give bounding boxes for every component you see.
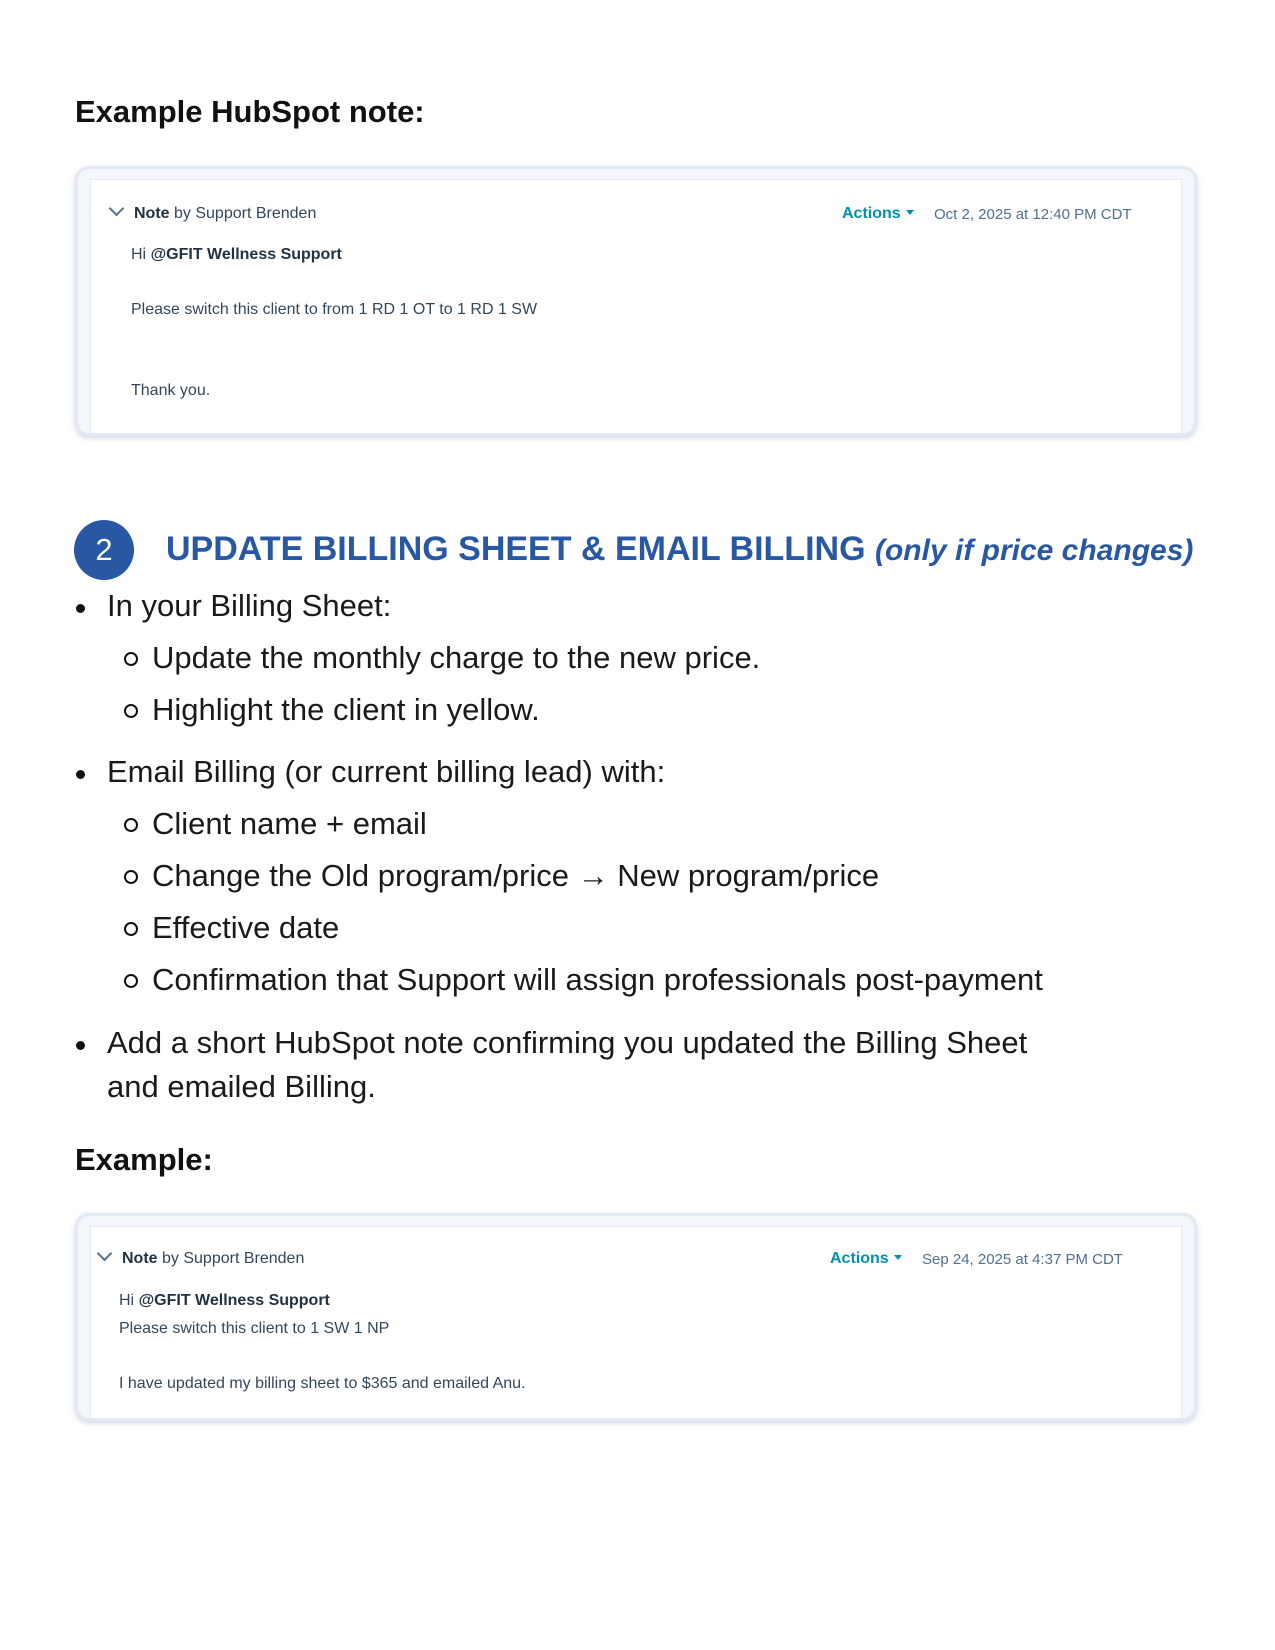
- actions-dropdown[interactable]: [842, 205, 914, 223]
- note-body-line: Please switch this client to from 1 RD 1 OT to 1 RD 1 SW: [131, 301, 538, 318]
- mention-link[interactable]: @GFIT Wellness Support: [138, 1292, 330, 1309]
- bullet-email-billing: Email Billing (or current billing lead) with:: [107, 754, 666, 789]
- note-body-line: Thank you.: [131, 382, 211, 399]
- example-hubspot-note-heading: Example HubSpot note:: [75, 94, 425, 129]
- note-timestamp: Oct 2, 2025 at 12:40 PM CDT: [934, 206, 1132, 223]
- caret-down-icon: [894, 1255, 902, 1260]
- sub-bullet-change-program: Change the Old program/price → New program/price: [152, 858, 880, 893]
- bullet-hubspot-note-line2: and emailed Billing.: [107, 1069, 376, 1104]
- note-header[interactable]: [111, 205, 316, 223]
- sub-bullet-ring: [124, 818, 138, 832]
- hubspot-note-card-2: [75, 1213, 1197, 1421]
- sub-bullet-ring: [124, 704, 138, 718]
- step-subtitle: (only if price changes): [874, 534, 1194, 567]
- note-label: Note: [134, 205, 170, 222]
- chevron-down-icon[interactable]: [109, 201, 125, 217]
- sub-bullet-ring: [124, 922, 138, 936]
- example-heading: Example:: [75, 1142, 213, 1177]
- step-title-text: UPDATE BILLING SHEET & EMAIL BILLING: [166, 530, 866, 568]
- caret-down-icon: [906, 210, 914, 215]
- greeting-text: Hi: [119, 1292, 135, 1309]
- step-number-badge: 2: [74, 520, 134, 580]
- note-panel: [90, 1226, 1182, 1418]
- actions-label: Actions: [842, 205, 901, 222]
- sub-bullet-highlight: Highlight the client in yellow.: [152, 692, 540, 727]
- note-panel: [90, 179, 1182, 433]
- actions-dropdown[interactable]: [830, 1250, 902, 1268]
- sub-bullet-effective-date: Effective date: [152, 910, 340, 945]
- hubspot-note-card-1: [75, 166, 1197, 436]
- note-body-line: Please switch this client to 1 SW 1 NP: [119, 1320, 390, 1337]
- bullet-billing-sheet: In your Billing Sheet:: [107, 588, 392, 623]
- sub-bullet-ring: [124, 974, 138, 988]
- sub-bullet-confirmation: Confirmation that Support will assign professionals post-payment: [152, 962, 1043, 997]
- sub-bullet-client-name: Client name + email: [152, 806, 427, 841]
- greeting-text: Hi: [131, 246, 147, 263]
- bullet-hubspot-note-line1: Add a short HubSpot note confirming you updated the Billing Sheet: [107, 1025, 1028, 1060]
- note-timestamp: Sep 24, 2025 at 4:37 PM CDT: [922, 1251, 1123, 1268]
- sub-bullet-update-charge: Update the monthly charge to the new price.: [152, 640, 761, 675]
- sub-bullet-ring: [124, 870, 138, 884]
- bullet-dot: [76, 1041, 85, 1050]
- note-label: Note: [122, 1250, 158, 1267]
- bullet-dot: [76, 604, 85, 613]
- note-body-line: I have updated my billing sheet to $365 and emailed Anu.: [119, 1375, 526, 1392]
- note-author: by Support Brenden: [174, 205, 317, 222]
- note-greeting: [131, 246, 342, 264]
- bullet-dot: [76, 770, 85, 779]
- chevron-down-icon[interactable]: [97, 1246, 113, 1262]
- note-greeting: [119, 1292, 330, 1310]
- actions-label: Actions: [830, 1250, 889, 1267]
- note-author: by Support Brenden: [162, 1250, 305, 1267]
- sub-bullet-ring: [124, 652, 138, 666]
- mention-link[interactable]: @GFIT Wellness Support: [150, 246, 342, 263]
- step-title: [166, 530, 1193, 569]
- note-header[interactable]: [99, 1250, 304, 1268]
